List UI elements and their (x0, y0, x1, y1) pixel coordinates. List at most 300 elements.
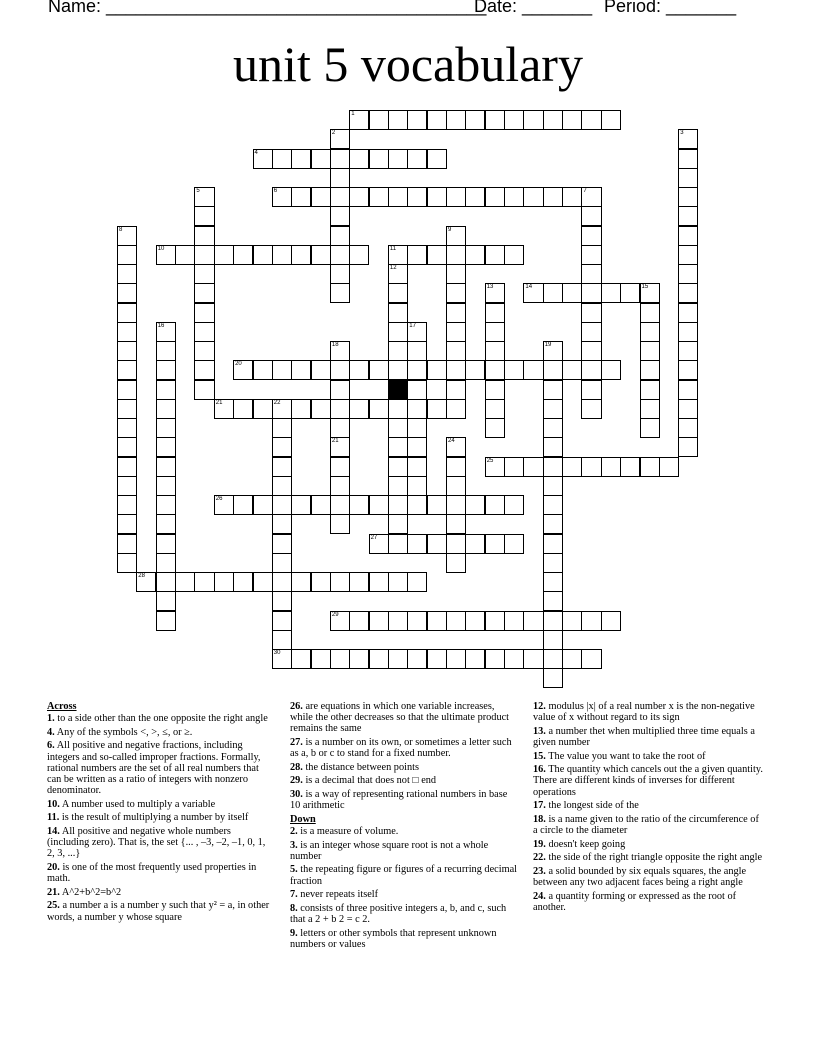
grid-cell[interactable] (117, 322, 137, 342)
grid-cell[interactable] (407, 245, 427, 265)
grid-cell[interactable] (272, 495, 292, 515)
grid-cell[interactable] (311, 495, 331, 515)
grid-cell[interactable] (427, 149, 447, 169)
grid-cell[interactable] (311, 187, 331, 207)
grid-cell[interactable] (446, 245, 466, 265)
grid-cell[interactable] (330, 283, 350, 303)
grid-cell[interactable] (194, 245, 214, 265)
grid-cell[interactable] (291, 649, 311, 669)
grid-cell[interactable] (465, 649, 485, 669)
grid-cell[interactable] (330, 168, 350, 188)
grid-cell[interactable] (388, 149, 408, 169)
grid-cell[interactable] (330, 495, 350, 515)
grid-cell[interactable] (581, 187, 601, 207)
grid-cell[interactable] (369, 611, 389, 631)
grid-cell[interactable] (388, 611, 408, 631)
grid-cell[interactable] (214, 495, 234, 515)
grid-cell[interactable] (330, 572, 350, 592)
grid-cell[interactable] (678, 245, 698, 265)
grid-cell[interactable] (194, 187, 214, 207)
grid-cell[interactable] (465, 611, 485, 631)
grid-cell[interactable] (504, 110, 524, 130)
grid-cell[interactable] (291, 187, 311, 207)
grid-cell[interactable] (446, 649, 466, 669)
grid-cell[interactable] (543, 283, 563, 303)
grid-cell[interactable] (523, 649, 543, 669)
grid-cell[interactable] (330, 226, 350, 246)
grid-cell[interactable] (272, 399, 292, 419)
grid-cell[interactable] (349, 611, 369, 631)
grid-cell[interactable] (311, 360, 331, 380)
grid-cell[interactable] (446, 495, 466, 515)
grid-cell[interactable] (427, 245, 447, 265)
grid-cell[interactable] (330, 206, 350, 226)
grid-cell[interactable] (446, 283, 466, 303)
grid-cell[interactable] (581, 206, 601, 226)
grid-cell[interactable] (407, 110, 427, 130)
grid-cell[interactable] (427, 399, 447, 419)
grid-cell[interactable] (504, 495, 524, 515)
grid-cell[interactable] (678, 322, 698, 342)
grid-cell[interactable] (156, 437, 176, 457)
grid-cell[interactable] (369, 187, 389, 207)
grid-cell[interactable] (330, 264, 350, 284)
grid-cell[interactable] (117, 341, 137, 361)
grid-cell[interactable] (272, 591, 292, 611)
grid-cell[interactable] (194, 341, 214, 361)
grid-cell[interactable] (349, 110, 369, 130)
grid-cell[interactable] (678, 129, 698, 149)
grid-cell[interactable] (388, 495, 408, 515)
grid-cell[interactable] (678, 264, 698, 284)
grid-cell[interactable] (291, 245, 311, 265)
grid-cell[interactable] (407, 437, 427, 457)
grid-cell[interactable] (465, 245, 485, 265)
grid-cell[interactable] (620, 283, 640, 303)
grid-cell[interactable] (233, 572, 253, 592)
grid-cell[interactable] (581, 322, 601, 342)
grid-cell[interactable] (156, 457, 176, 477)
grid-cell[interactable] (330, 649, 350, 669)
grid-cell[interactable] (523, 187, 543, 207)
grid-cell[interactable] (581, 264, 601, 284)
grid-cell[interactable] (485, 187, 505, 207)
grid-cell[interactable] (485, 399, 505, 419)
grid-cell[interactable] (117, 264, 137, 284)
grid-cell[interactable] (446, 399, 466, 419)
grid-cell[interactable] (330, 457, 350, 477)
grid-cell[interactable] (369, 534, 389, 554)
grid-cell[interactable] (272, 187, 292, 207)
grid-cell[interactable] (407, 149, 427, 169)
grid-cell[interactable] (543, 668, 563, 688)
grid-cell[interactable] (117, 226, 137, 246)
grid-cell[interactable] (562, 360, 582, 380)
grid-cell[interactable] (369, 149, 389, 169)
grid-cell[interactable] (446, 553, 466, 573)
grid-cell[interactable] (485, 360, 505, 380)
grid-cell[interactable] (194, 303, 214, 323)
grid-cell[interactable] (640, 418, 660, 438)
grid-cell[interactable] (156, 322, 176, 342)
grid-cell[interactable] (427, 534, 447, 554)
grid-cell[interactable] (485, 110, 505, 130)
grid-cell[interactable] (446, 611, 466, 631)
grid-cell[interactable] (272, 649, 292, 669)
grid-cell[interactable] (388, 399, 408, 419)
grid-cell[interactable] (485, 534, 505, 554)
grid-cell[interactable] (678, 168, 698, 188)
grid-cell[interactable] (523, 611, 543, 631)
grid-cell[interactable] (446, 264, 466, 284)
grid-cell[interactable] (194, 322, 214, 342)
grid-cell[interactable] (175, 572, 195, 592)
grid-cell[interactable] (388, 534, 408, 554)
grid-cell[interactable] (136, 572, 156, 592)
grid-cell[interactable] (388, 341, 408, 361)
grid-cell[interactable] (504, 360, 524, 380)
grid-cell[interactable] (117, 495, 137, 515)
grid-cell[interactable] (427, 360, 447, 380)
grid-cell[interactable] (581, 649, 601, 669)
grid-cell[interactable] (562, 110, 582, 130)
grid-cell[interactable] (504, 187, 524, 207)
grid-cell[interactable] (543, 630, 563, 650)
grid-cell[interactable] (678, 380, 698, 400)
grid-cell[interactable] (523, 110, 543, 130)
grid-cell[interactable] (311, 649, 331, 669)
grid-cell[interactable] (311, 245, 331, 265)
grid-cell[interactable] (446, 514, 466, 534)
grid-cell[interactable] (214, 245, 234, 265)
grid-cell[interactable] (117, 360, 137, 380)
grid-cell[interactable] (678, 283, 698, 303)
grid-cell[interactable] (330, 611, 350, 631)
grid-cell[interactable] (253, 495, 273, 515)
grid-cell[interactable] (272, 611, 292, 631)
grid-cell[interactable] (369, 110, 389, 130)
grid-cell[interactable] (543, 399, 563, 419)
grid-cell[interactable] (194, 380, 214, 400)
grid-cell[interactable] (194, 572, 214, 592)
grid-cell[interactable] (233, 495, 253, 515)
grid-cell[interactable] (562, 649, 582, 669)
grid-cell[interactable] (427, 495, 447, 515)
grid-cell[interactable] (272, 437, 292, 457)
grid-cell[interactable] (678, 399, 698, 419)
grid-cell[interactable] (388, 110, 408, 130)
grid-cell[interactable] (369, 649, 389, 669)
grid-cell[interactable] (678, 341, 698, 361)
grid-cell[interactable] (349, 245, 369, 265)
grid-cell[interactable] (117, 553, 137, 573)
grid-cell[interactable] (543, 649, 563, 669)
grid-cell[interactable] (504, 457, 524, 477)
grid-cell[interactable] (640, 360, 660, 380)
grid-cell[interactable] (407, 572, 427, 592)
grid-cell[interactable] (253, 245, 273, 265)
grid-cell[interactable] (117, 399, 137, 419)
grid-cell[interactable] (523, 283, 543, 303)
grid-cell[interactable] (543, 572, 563, 592)
grid-cell[interactable] (640, 283, 660, 303)
grid-cell[interactable] (291, 399, 311, 419)
grid-cell[interactable] (678, 226, 698, 246)
grid-cell[interactable] (388, 245, 408, 265)
grid-cell[interactable] (640, 457, 660, 477)
grid-cell[interactable] (330, 341, 350, 361)
grid-cell[interactable] (446, 226, 466, 246)
grid-cell[interactable] (330, 418, 350, 438)
grid-cell[interactable] (117, 303, 137, 323)
grid-cell[interactable] (330, 245, 350, 265)
grid-cell[interactable] (543, 514, 563, 534)
grid-cell[interactable] (543, 457, 563, 477)
grid-cell[interactable] (156, 591, 176, 611)
grid-cell[interactable] (388, 418, 408, 438)
grid-cell[interactable] (156, 360, 176, 380)
grid-cell[interactable] (272, 457, 292, 477)
grid-cell[interactable] (311, 149, 331, 169)
grid-cell[interactable] (117, 418, 137, 438)
grid-cell[interactable] (291, 360, 311, 380)
grid-cell[interactable] (562, 611, 582, 631)
grid-cell[interactable] (543, 341, 563, 361)
grid-cell[interactable] (543, 591, 563, 611)
grid-cell[interactable] (465, 360, 485, 380)
grid-cell[interactable] (349, 572, 369, 592)
grid-cell[interactable] (446, 303, 466, 323)
grid-cell[interactable] (485, 341, 505, 361)
grid-cell[interactable] (407, 380, 427, 400)
grid-cell[interactable] (291, 495, 311, 515)
grid-cell[interactable] (427, 110, 447, 130)
grid-cell[interactable] (543, 360, 563, 380)
grid-cell[interactable] (194, 226, 214, 246)
grid-cell[interactable] (272, 360, 292, 380)
grid-cell[interactable] (446, 322, 466, 342)
grid-cell[interactable] (349, 149, 369, 169)
grid-cell[interactable] (369, 572, 389, 592)
grid-cell[interactable] (388, 514, 408, 534)
grid-cell[interactable] (388, 457, 408, 477)
grid-cell[interactable] (640, 341, 660, 361)
grid-cell[interactable] (465, 187, 485, 207)
grid-cell[interactable] (446, 380, 466, 400)
grid-cell[interactable] (446, 437, 466, 457)
grid-cell[interactable] (581, 283, 601, 303)
grid-cell[interactable] (253, 399, 273, 419)
grid-cell[interactable] (407, 322, 427, 342)
grid-cell[interactable] (330, 514, 350, 534)
grid-cell[interactable] (543, 476, 563, 496)
grid-cell[interactable] (446, 110, 466, 130)
grid-cell[interactable] (581, 245, 601, 265)
grid-cell[interactable] (349, 360, 369, 380)
grid-cell[interactable] (117, 514, 137, 534)
grid-cell[interactable] (446, 534, 466, 554)
name-field[interactable]: Name: ______________________________________ (48, 0, 487, 16)
grid-cell[interactable] (407, 399, 427, 419)
grid-cell[interactable] (272, 534, 292, 554)
grid-cell[interactable] (543, 418, 563, 438)
grid-cell[interactable] (291, 149, 311, 169)
grid-cell[interactable] (330, 476, 350, 496)
grid-cell[interactable] (156, 380, 176, 400)
grid-cell[interactable] (156, 553, 176, 573)
grid-cell[interactable] (272, 245, 292, 265)
grid-cell[interactable] (272, 553, 292, 573)
grid-cell[interactable] (485, 457, 505, 477)
grid-cell[interactable] (156, 514, 176, 534)
grid-cell[interactable] (543, 380, 563, 400)
grid-cell[interactable] (678, 360, 698, 380)
grid-cell[interactable] (446, 341, 466, 361)
grid-cell[interactable] (330, 149, 350, 169)
grid-cell[interactable] (407, 611, 427, 631)
grid-cell[interactable] (523, 457, 543, 477)
grid-cell[interactable] (678, 418, 698, 438)
grid-cell[interactable] (311, 399, 331, 419)
grid-cell[interactable] (581, 341, 601, 361)
grid-cell[interactable] (388, 322, 408, 342)
grid-cell[interactable] (330, 187, 350, 207)
grid-cell[interactable] (233, 245, 253, 265)
grid-cell[interactable] (233, 399, 253, 419)
grid-cell[interactable] (504, 611, 524, 631)
grid-cell[interactable] (581, 226, 601, 246)
grid-cell[interactable] (117, 283, 137, 303)
grid-cell[interactable] (388, 360, 408, 380)
grid-cell[interactable] (581, 303, 601, 323)
grid-cell[interactable] (156, 572, 176, 592)
grid-cell[interactable] (678, 437, 698, 457)
grid-cell[interactable] (465, 534, 485, 554)
grid-cell[interactable] (117, 534, 137, 554)
grid-cell[interactable] (311, 572, 331, 592)
grid-cell[interactable] (233, 360, 253, 380)
grid-cell[interactable] (601, 611, 621, 631)
grid-cell[interactable] (562, 187, 582, 207)
grid-cell[interactable] (523, 360, 543, 380)
grid-cell[interactable] (156, 476, 176, 496)
grid-cell[interactable] (504, 534, 524, 554)
grid-cell[interactable] (601, 360, 621, 380)
grid-cell[interactable] (369, 399, 389, 419)
grid-cell[interactable] (485, 322, 505, 342)
grid-cell[interactable] (117, 380, 137, 400)
grid-cell[interactable] (156, 611, 176, 631)
grid-cell[interactable] (678, 206, 698, 226)
grid-cell[interactable] (640, 399, 660, 419)
grid-cell[interactable] (388, 437, 408, 457)
grid-cell[interactable] (388, 572, 408, 592)
grid-cell[interactable] (485, 495, 505, 515)
grid-cell[interactable] (485, 303, 505, 323)
grid-cell[interactable] (194, 360, 214, 380)
grid-cell[interactable] (330, 399, 350, 419)
grid-cell[interactable] (272, 514, 292, 534)
grid-cell[interactable] (427, 611, 447, 631)
grid-cell[interactable] (562, 283, 582, 303)
grid-cell[interactable] (407, 495, 427, 515)
grid-cell[interactable] (601, 457, 621, 477)
grid-cell[interactable] (407, 341, 427, 361)
grid-cell[interactable] (407, 187, 427, 207)
grid-cell[interactable] (194, 264, 214, 284)
grid-cell[interactable] (369, 360, 389, 380)
grid-cell[interactable] (485, 380, 505, 400)
grid-cell[interactable] (156, 534, 176, 554)
grid-cell[interactable] (330, 380, 350, 400)
grid-cell[interactable] (272, 418, 292, 438)
grid-cell[interactable] (349, 495, 369, 515)
grid-cell[interactable] (446, 360, 466, 380)
grid-cell[interactable] (485, 245, 505, 265)
grid-cell[interactable] (581, 360, 601, 380)
grid-cell[interactable] (117, 437, 137, 457)
grid-cell[interactable] (581, 611, 601, 631)
grid-cell[interactable] (253, 360, 273, 380)
grid-cell[interactable] (272, 572, 292, 592)
grid-cell[interactable] (388, 476, 408, 496)
grid-cell[interactable] (446, 187, 466, 207)
grid-cell[interactable] (543, 534, 563, 554)
grid-cell[interactable] (504, 245, 524, 265)
grid-cell[interactable] (543, 437, 563, 457)
grid-cell[interactable] (640, 322, 660, 342)
grid-cell[interactable] (117, 476, 137, 496)
grid-cell[interactable] (504, 649, 524, 669)
grid-cell[interactable] (388, 283, 408, 303)
date-field[interactable]: Date: _______ (474, 0, 593, 16)
grid-cell[interactable] (620, 457, 640, 477)
grid-cell[interactable] (446, 457, 466, 477)
grid-cell[interactable] (678, 303, 698, 323)
grid-cell[interactable] (194, 206, 214, 226)
grid-cell[interactable] (581, 457, 601, 477)
grid-cell[interactable] (272, 476, 292, 496)
grid-cell[interactable] (581, 110, 601, 130)
grid-cell[interactable] (214, 572, 234, 592)
grid-cell[interactable] (543, 110, 563, 130)
grid-cell[interactable] (330, 360, 350, 380)
grid-cell[interactable] (678, 149, 698, 169)
grid-cell[interactable] (543, 611, 563, 631)
grid-cell[interactable] (678, 187, 698, 207)
grid-cell[interactable] (427, 649, 447, 669)
grid-cell[interactable] (446, 476, 466, 496)
grid-cell[interactable] (272, 630, 292, 650)
grid-cell[interactable] (465, 495, 485, 515)
grid-cell[interactable] (291, 572, 311, 592)
grid-cell[interactable] (485, 418, 505, 438)
grid-cell[interactable] (407, 476, 427, 496)
grid-cell[interactable] (156, 245, 176, 265)
period-field[interactable]: Period: _______ (604, 0, 737, 16)
grid-cell[interactable] (117, 457, 137, 477)
grid-cell[interactable] (407, 534, 427, 554)
grid-cell[interactable] (253, 149, 273, 169)
grid-cell[interactable] (465, 110, 485, 130)
grid-cell[interactable] (214, 399, 234, 419)
grid-cell[interactable] (427, 187, 447, 207)
grid-cell[interactable] (194, 283, 214, 303)
grid-cell[interactable] (407, 360, 427, 380)
grid-cell[interactable] (388, 187, 408, 207)
grid-cell[interactable] (543, 553, 563, 573)
grid-cell[interactable] (601, 283, 621, 303)
